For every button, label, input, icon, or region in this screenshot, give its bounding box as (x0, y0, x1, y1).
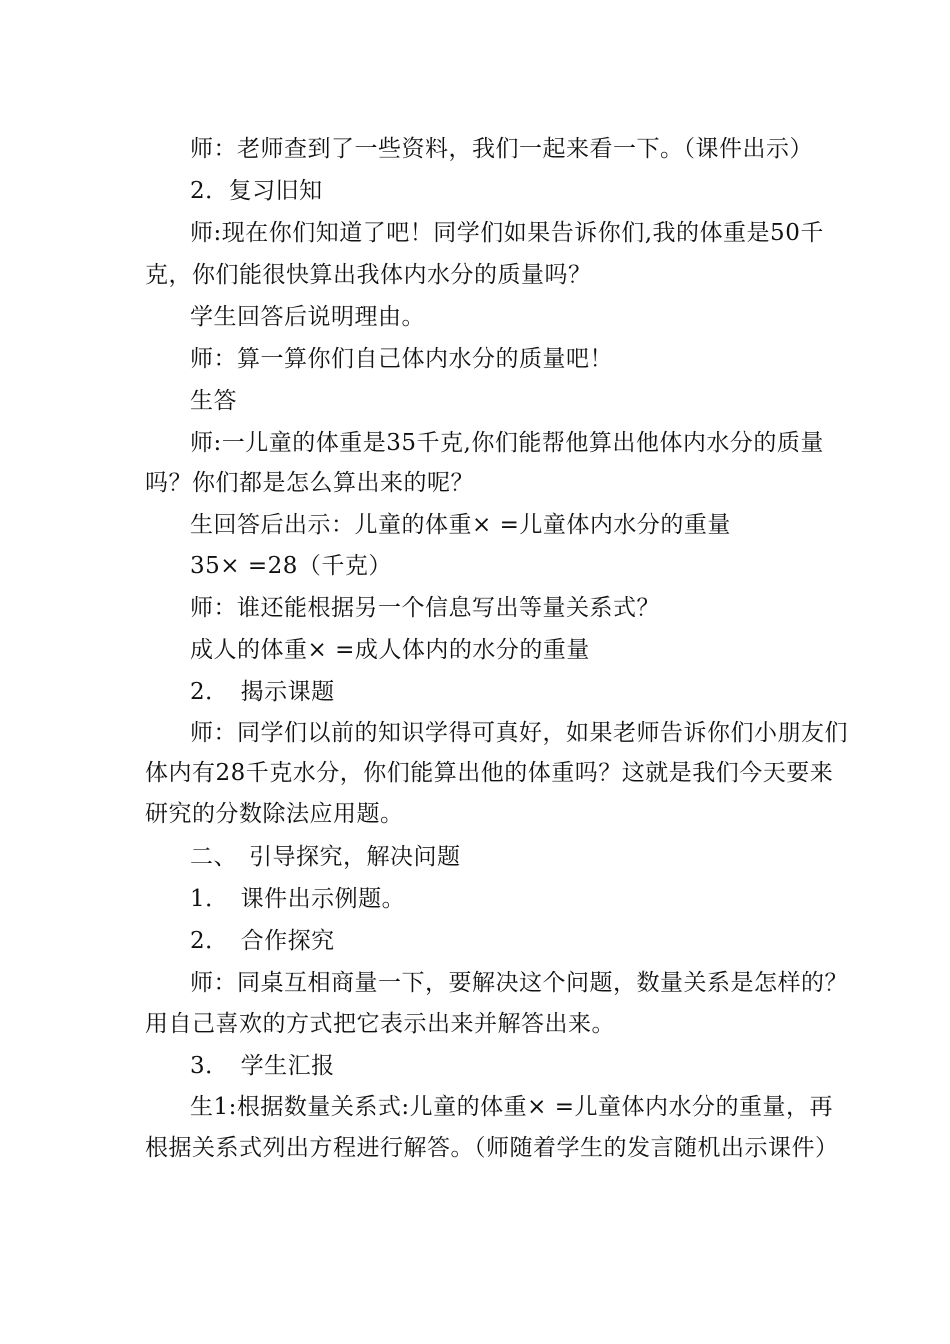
paragraph-line: 师:一儿童的体重是35千克,你们能帮他算出他体内水分的质量 (190, 430, 824, 456)
paragraph-line: 师：算一算你们自己体内水分的质量吧！ (190, 346, 613, 372)
section-heading: 2． 合作探究 (190, 928, 335, 954)
paragraph-line: 成人的体重× =成人体内的水分的重量 (190, 637, 590, 663)
section-heading: 2．复习旧知 (190, 178, 323, 204)
paragraph-line: 师：老师查到了一些资料，我们一起来看一下。（课件出示） (190, 136, 813, 162)
section-heading: 二、 引导探究，解决问题 (190, 844, 461, 870)
paragraph-line: 1． 课件出示例题。 (190, 886, 406, 912)
paragraph-line: 35× =28（千克） (190, 553, 392, 579)
paragraph-line: 生答 (190, 388, 237, 414)
paragraph-line: 师：同学们以前的知识学得可真好，如果老师告诉你们小朋友们 (190, 720, 848, 746)
paragraph-line: 研究的分数除法应用题。 (145, 801, 404, 827)
paragraph-line: 生1:根据数量关系式:儿童的体重× =儿童体内水分的重量，再 (190, 1094, 833, 1120)
paragraph-line: 师:现在你们知道了吧！同学们如果告诉你们,我的体重是50千 (190, 220, 824, 246)
paragraph-line: 根据关系式列出方程进行解答。（师随着学生的发言随机出示课件） (145, 1135, 839, 1161)
section-heading: 3． 学生汇报 (190, 1053, 335, 1079)
paragraph-line: 生回答后出示：儿童的体重× =儿童体内水分的重量 (190, 512, 731, 538)
paragraph-line: 师：谁还能根据另一个信息写出等量关系式？ (190, 595, 660, 621)
paragraph-line: 体内有28千克水分，你们能算出他的体重吗？这就是我们今天要来 (145, 760, 834, 786)
section-heading: 2． 揭示课题 (190, 679, 335, 705)
paragraph-line: 克，你们能很快算出我体内水分的质量吗？ (145, 262, 592, 288)
paragraph-line: 吗？你们都是怎么算出来的呢？ (145, 470, 474, 496)
paragraph-line: 师：同桌互相商量一下，要解决这个问题，数量关系是怎样的？ (190, 970, 848, 996)
paragraph-line: 用自己喜欢的方式把它表示出来并解答出来。 (145, 1011, 615, 1037)
paragraph-line: 学生回答后说明理由。 (190, 304, 425, 330)
